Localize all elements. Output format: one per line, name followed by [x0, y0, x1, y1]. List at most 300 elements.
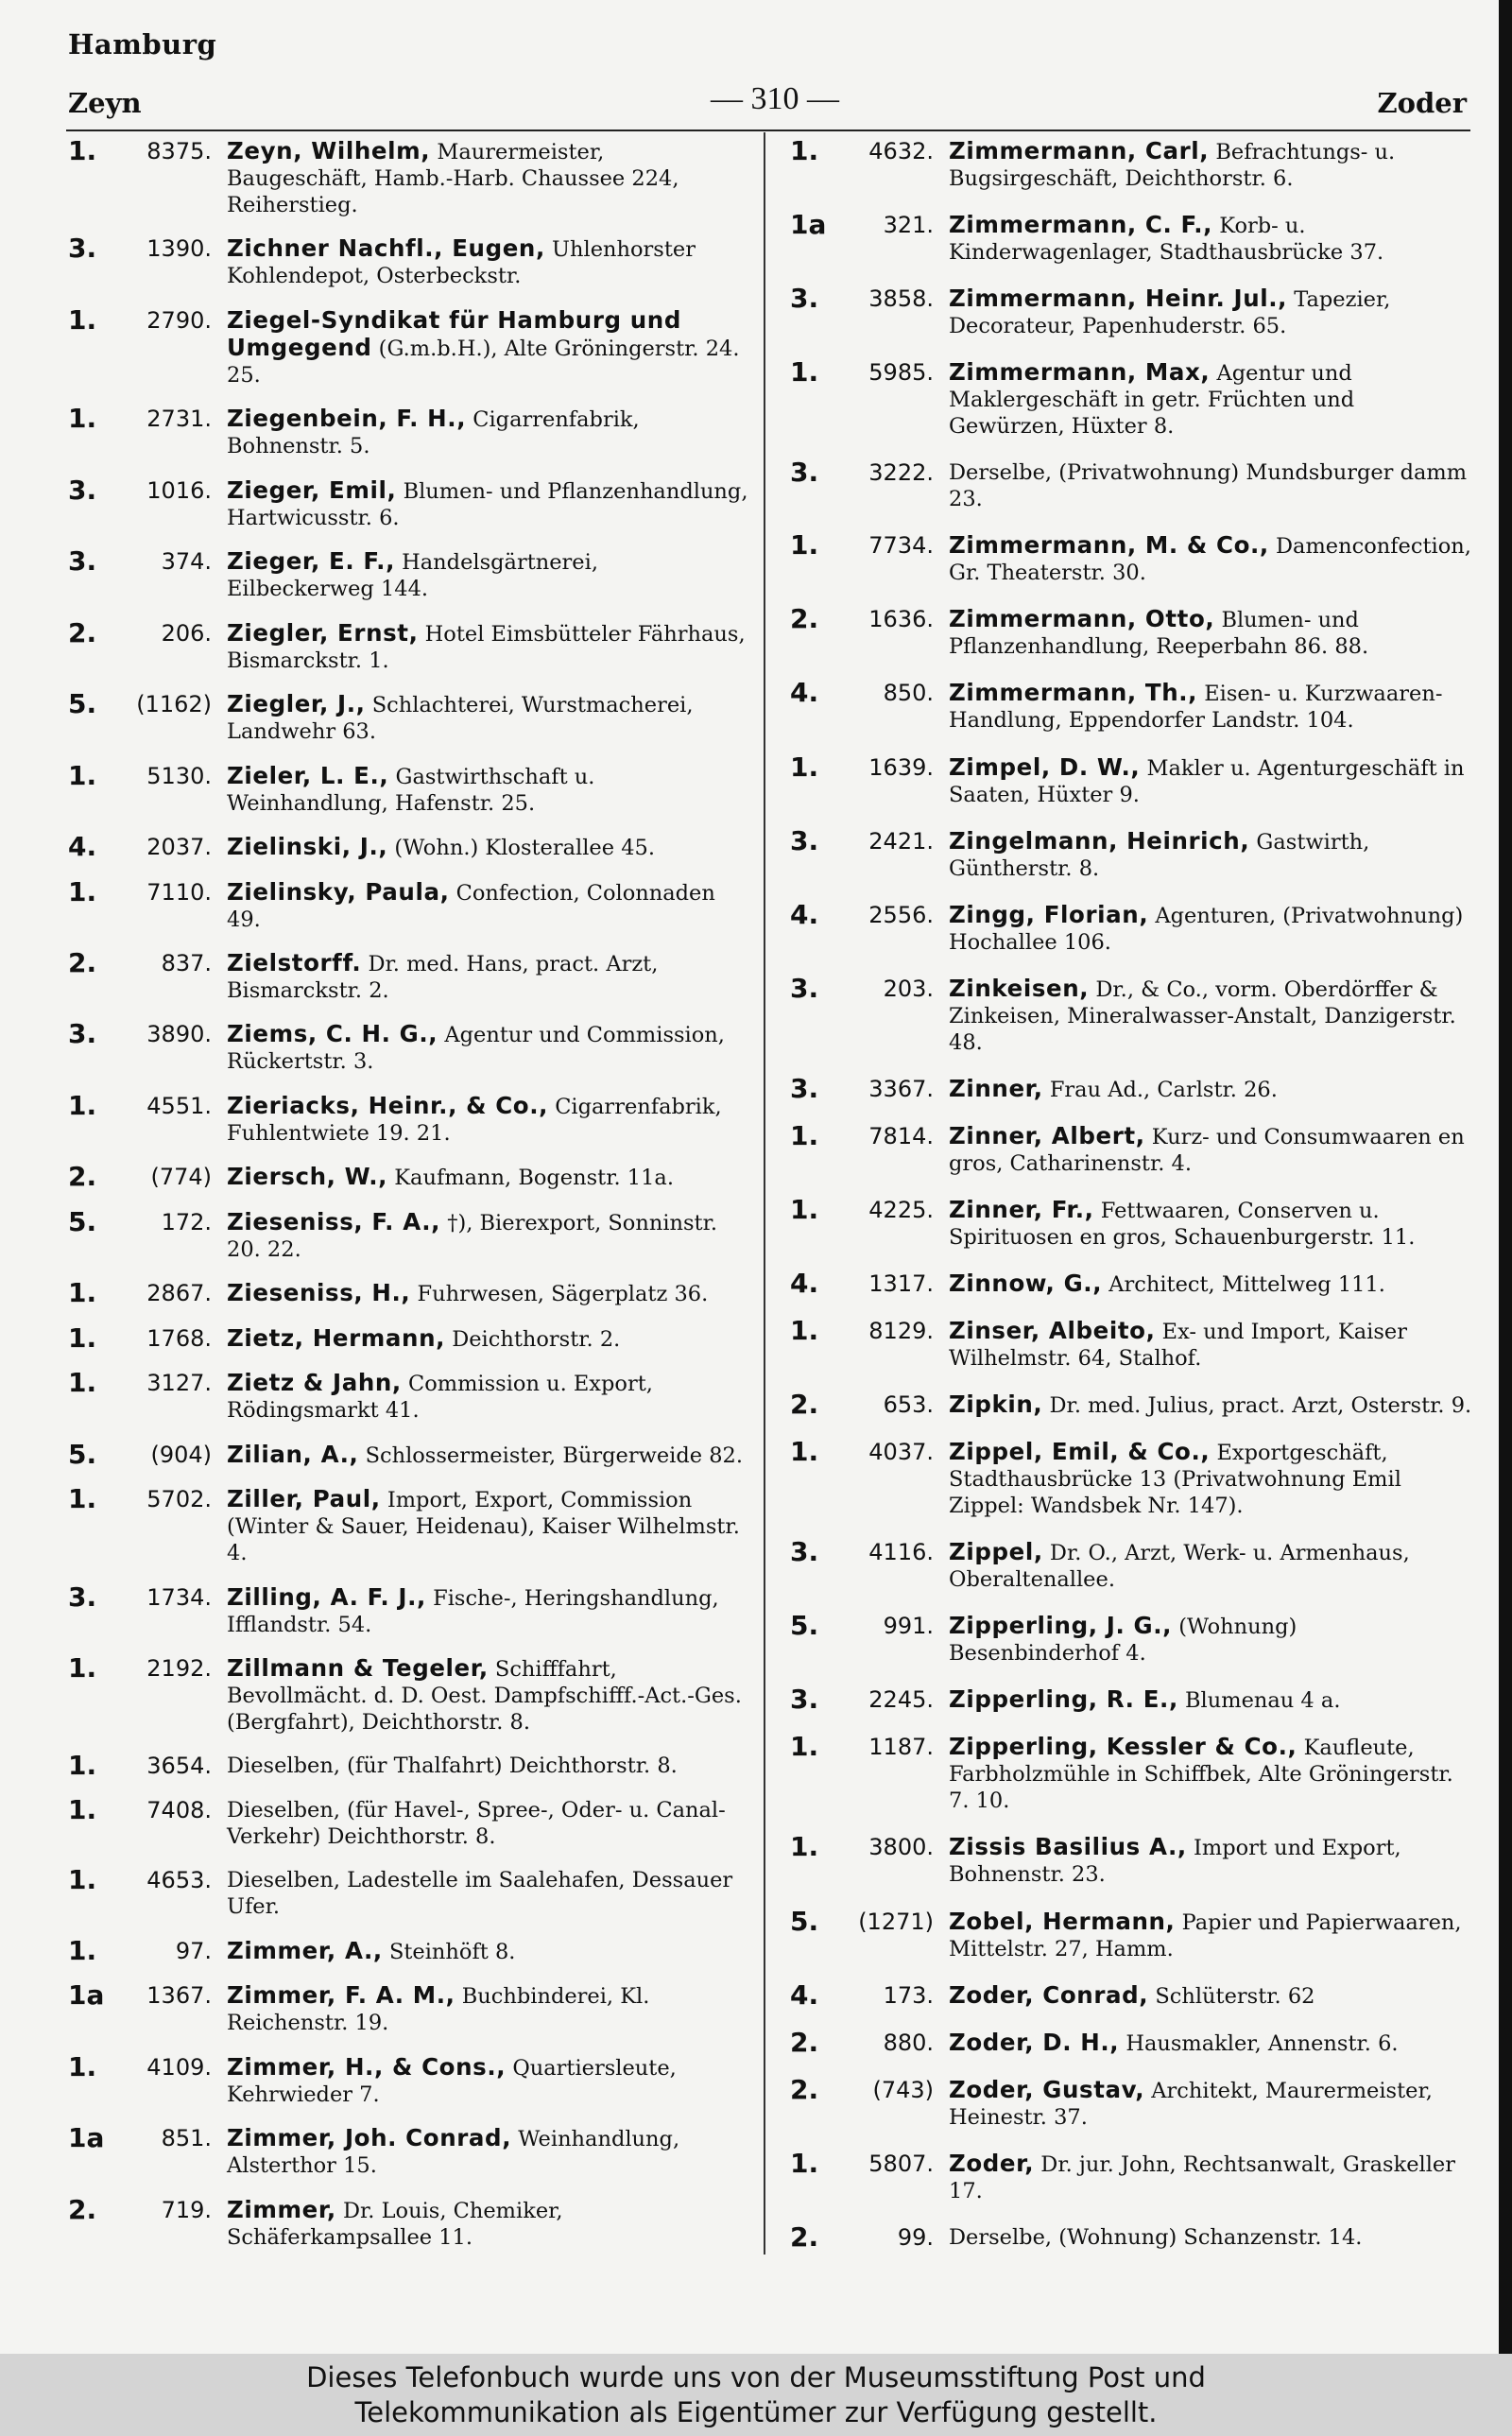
phone-number: 5702.: [146, 1486, 212, 1513]
directory-entry: [68, 135, 750, 218]
subscriber-details: Dr. jur. John, Rechtsanwalt, Graskeller 17.: [949, 2151, 1455, 2203]
directory-entry: [68, 1089, 750, 1147]
exchange-zone: 3.: [68, 233, 97, 265]
directory-entry: [790, 209, 1472, 266]
subscriber-details: Kurz- und Consumwaaren en gros, Catharinenstr. 4.: [949, 1124, 1465, 1176]
subscriber-details: Blumen- und Pflanzenhandlung, Hartwicusstr. 6.: [227, 478, 748, 530]
entry-text: [227, 1209, 750, 1263]
exchange-zone: 3.: [790, 283, 819, 315]
directory-entry: [790, 1978, 1472, 2011]
subscriber-details: †), Bierexport, Sonninstr. 20. 22.: [227, 1210, 718, 1262]
exchange-zone: 1.: [790, 135, 819, 166]
exchange-zone: 5.: [790, 1610, 819, 1642]
directory-entry: [790, 529, 1472, 586]
subscriber-name: Zimmer, A.,: [227, 1936, 383, 1964]
subscriber-name: Zieseniss, H.,: [227, 1279, 411, 1307]
directory-entry: [790, 285, 1472, 339]
directory-entry: [68, 1864, 750, 1920]
page-number: — 310 —: [711, 81, 839, 116]
directory-entry: [68, 2193, 750, 2251]
phone-number: 7408.: [146, 1796, 212, 1823]
entry-text: [949, 2151, 1472, 2204]
exchange-zone: 1.: [790, 1831, 819, 1863]
phone-number: 321.: [883, 212, 934, 239]
directory-entry: [68, 474, 750, 531]
phone-number: 7814.: [868, 1122, 934, 1149]
exchange-zone: 4.: [790, 898, 819, 930]
phone-number: 851.: [161, 2125, 212, 2152]
entry-text: [227, 1655, 750, 1736]
subscriber-name: Zichner Nachfl., Eugen,: [227, 234, 545, 263]
subscriber-name: Zobel, Hermann,: [949, 1907, 1176, 1935]
exchange-zone: 2.: [68, 2193, 97, 2225]
phone-number: 172.: [161, 1208, 212, 1235]
subscriber-name: Zimmer, H., & Cons.,: [227, 2052, 507, 2081]
directory-entry: [68, 303, 750, 389]
subscriber-name: Zimmer, F. A. M.,: [227, 1981, 455, 2010]
entry-text: [227, 307, 750, 389]
exchange-zone: 1.: [68, 875, 97, 907]
entry-text: [227, 1486, 750, 1566]
subscriber-name: Zoder, Conrad,: [949, 1980, 1149, 2009]
subscriber-name: Zinner, Fr.,: [949, 1195, 1094, 1223]
entry-text: [227, 548, 750, 602]
exchange-zone: 1.: [68, 1750, 97, 1782]
subscriber-details: Blumen- und Pflanzenhandlung, Reeperbahn 86. 88.: [949, 608, 1369, 660]
phone-number: 3127.: [146, 1370, 212, 1397]
phone-number: 206.: [161, 619, 212, 647]
subscriber-details: Dieselben, (für Thalfahrt) Deichthorstr. 8.: [227, 1754, 678, 1779]
exchange-zone: 1.: [68, 403, 97, 435]
right-catchword: Zoder: [1377, 87, 1467, 119]
entry-text: [227, 235, 750, 289]
exchange-zone: 1.: [790, 356, 819, 389]
exchange-zone: 3.: [68, 1018, 97, 1050]
phone-number: 8375.: [146, 138, 212, 164]
entry-text: [949, 1270, 1472, 1298]
subscriber-name: Zimmermann, Otto,: [949, 605, 1215, 633]
subscriber-details: Handelsgärtnerei, Eilbeckerweg 144.: [227, 550, 598, 602]
subscriber-details: Derselbe, (Privatwohnung) Mundsburger damm 23.: [949, 460, 1468, 512]
phone-number: 4037.: [868, 1439, 934, 1466]
phone-number: 2867.: [146, 1280, 212, 1307]
entry-text: [227, 1093, 750, 1147]
subscriber-details: Blumenau 4 a.: [1185, 1688, 1341, 1714]
subscriber-name: Zimpel, D. W.,: [949, 752, 1141, 781]
phone-number: 2556.: [868, 901, 934, 928]
subscriber-details: Schifffahrt, Bevollmächt. d. D. Oest. Dampfschifff.-Act.-Ges. (Bergfahrt), Deichthorstr. 8.: [227, 1656, 742, 1735]
subscriber-name: Ziems, C. H. G.,: [227, 1020, 438, 1048]
exchange-zone: 1.: [68, 303, 97, 336]
entry-text: [949, 1734, 1472, 1814]
subscriber-name: Zimmermann, C. F.,: [949, 211, 1213, 239]
exchange-zone: 1.: [68, 1651, 97, 1684]
subscriber-name: Zipperling, J. G.,: [949, 1612, 1173, 1640]
phone-number: 1187.: [868, 1734, 934, 1761]
entry-text: [227, 1584, 750, 1638]
entry-text: [227, 1325, 750, 1353]
subscriber-details: Quartiersleute, Kehrwieder 7.: [227, 2055, 677, 2107]
subscriber-details: Dr. Louis, Chemiker, Schäferkampsallee 11.: [227, 2198, 563, 2250]
exchange-zone: 1.: [68, 135, 97, 166]
subscriber-name: Zippel, Emil, & Co.,: [949, 1438, 1211, 1466]
subscriber-details: Confection, Colonnaden 49.: [227, 880, 715, 932]
exchange-zone: 4.: [68, 831, 97, 863]
directory-entry: [68, 831, 750, 863]
directory-entry: [790, 1536, 1472, 1593]
subscriber-details: Dr., & Co., vorm. Oberdörffer & Zinkeisen, Mineralwasser-Anstalt, Danzigerstr. 48.: [949, 976, 1456, 1055]
subscriber-details: Cigarrenfabrik, Bohnenstr. 5.: [227, 407, 640, 459]
phone-number: 837.: [161, 949, 212, 976]
directory-entry: [790, 2073, 1472, 2131]
exchange-zone: 2.: [790, 1389, 819, 1421]
exchange-zone: 3.: [790, 824, 819, 856]
directory-entry: [790, 2147, 1472, 2204]
subscriber-name: Zinnow, G.,: [949, 1269, 1103, 1297]
subscriber-details: Papier und Papierwaaren, Mittelstr. 27, Hamm.: [949, 1909, 1462, 1961]
entry-text: [949, 1439, 1472, 1519]
phone-number: 7734.: [868, 532, 934, 560]
subscriber-name: Zimmermann, M. & Co.,: [949, 531, 1269, 560]
subscriber-details: (Wohn.) Klosterallee 45.: [394, 836, 655, 861]
directory-entry: [790, 1391, 1472, 1419]
entry-text: [949, 1197, 1472, 1251]
phone-number: 203.: [883, 975, 934, 1002]
phone-number: 1016.: [146, 476, 212, 504]
entry-text: [949, 754, 1472, 808]
exchange-zone: 5.: [790, 1905, 819, 1937]
subscriber-name: Zeyn, Wilhelm,: [227, 137, 431, 164]
phone-number: 2421.: [868, 827, 934, 855]
subscriber-name: Zoder, Gustav,: [949, 2075, 1145, 2103]
subscriber-name: Zissis Basilius A.,: [949, 1833, 1187, 1861]
subscriber-name: Zimmermann, Heinr. Jul.,: [949, 285, 1288, 313]
right-column: [790, 135, 1472, 2253]
exchange-zone: 1.: [68, 1793, 97, 1825]
subscriber-name: Zipperling, R. E.,: [949, 1685, 1178, 1714]
header-rule: [66, 130, 1470, 131]
subscriber-name: Zimmermann, Carl,: [949, 137, 1210, 164]
subscriber-name: Zinkeisen,: [949, 974, 1090, 1002]
exchange-zone: 1.: [790, 1315, 819, 1346]
subscriber-name: Zipperling, Kessler & Co.,: [949, 1733, 1297, 1761]
subscriber-details: Commission u. Export, Rödingsmarkt 41.: [227, 1372, 653, 1424]
phone-number: 4632.: [868, 138, 934, 164]
column-divider: [764, 132, 765, 2255]
directory-entry: [68, 545, 750, 602]
directory-entry: [790, 1315, 1472, 1372]
directory-entry: [68, 1581, 750, 1638]
subscriber-details: Ex- und Import, Kaiser Wilhelmstr. 64, Stalhof.: [949, 1320, 1407, 1371]
entry-text: [227, 2125, 750, 2179]
entry-text: [949, 285, 1472, 339]
entry-text: [949, 1123, 1472, 1177]
exchange-zone: 1.: [68, 2050, 97, 2082]
phone-number: 173.: [883, 1981, 934, 2009]
exchange-zone: 4.: [790, 1267, 819, 1299]
phone-number: 1639.: [868, 753, 934, 781]
subscriber-details: Agentur und Commission, Rückertstr. 3.: [227, 1023, 725, 1075]
phone-number: 1636.: [868, 606, 934, 633]
exchange-zone: 2.: [790, 603, 819, 635]
subscriber-details: Dr. med. Julius, pract. Arzt, Osterstr. 9.: [1049, 1393, 1472, 1419]
exchange-zone: 3.: [68, 1581, 97, 1613]
phone-number: 1734.: [146, 1583, 212, 1611]
phone-number: (774): [150, 1164, 212, 1191]
directory-entry: [790, 1436, 1472, 1519]
exchange-zone: 4.: [790, 677, 819, 709]
phone-number: 3800.: [868, 1834, 934, 1861]
entry-text: [227, 2054, 750, 2108]
phone-number: 719.: [161, 2196, 212, 2223]
exchange-zone: 2.: [68, 1161, 97, 1193]
subscriber-name: Ziegler, Ernst,: [227, 618, 419, 647]
exchange-zone: 1.: [790, 1193, 819, 1225]
directory-entry: [68, 688, 750, 745]
exchange-zone: 2.: [68, 616, 97, 648]
entry-text: [949, 1391, 1472, 1419]
phone-number: 850.: [883, 680, 934, 707]
exchange-zone: 1.: [790, 1436, 819, 1468]
entry-text: [227, 1982, 750, 2036]
subscriber-details: Steinhöft 8.: [388, 1939, 516, 1964]
subscriber-name: Ziller, Paul,: [227, 1485, 381, 1513]
directory-entry: [790, 1831, 1472, 1888]
subscriber-name: Zietz & Jahn,: [227, 1369, 402, 1397]
phone-number: 2245.: [868, 1686, 934, 1714]
subscriber-details: Schlachterei, Wurstmacherei, Landwehr 63.: [227, 693, 694, 745]
entry-text: [949, 1834, 1472, 1888]
subscriber-name: Zimmermann, Th.,: [949, 679, 1198, 707]
phone-number: (743): [872, 2076, 934, 2103]
exchange-zone: 1.: [68, 1277, 97, 1309]
directory-entry: [68, 1651, 750, 1736]
exchange-zone: 1.: [790, 1119, 819, 1151]
phone-number: 2037.: [146, 834, 212, 861]
subscriber-name: Zimmer,: [227, 2195, 336, 2223]
subscriber-details: Dieselben, Ladestelle im Saalehafen, Dessauer Ufer.: [227, 1868, 733, 1920]
phone-number: 2192.: [146, 1654, 212, 1682]
subscriber-details: Architect, Mittelweg 111.: [1108, 1271, 1385, 1297]
footer-line-2: Telekommunikation als Eigentümer zur Verfügung gestellt.: [354, 2396, 1158, 2428]
entry-text: [949, 1318, 1472, 1372]
entry-text: [949, 606, 1472, 660]
subscriber-details: (G.m.b.H.), Alte Gröningerstr. 24. 25.: [227, 336, 740, 388]
page-edge-shadow: [1499, 0, 1512, 2354]
directory-entry: [68, 1438, 750, 1470]
subscriber-details: Derselbe, (Wohnung) Schanzenstr. 14.: [949, 2224, 1363, 2250]
directory-entry: [68, 1979, 750, 2036]
exchange-zone: 1a: [790, 209, 827, 241]
attribution-footer: [0, 2354, 1512, 2436]
subscriber-name: Zilian, A.,: [227, 1440, 359, 1468]
entry-text: [949, 902, 1472, 956]
directory-entry: [790, 751, 1472, 808]
subscriber-name: Zipkin,: [949, 1391, 1043, 1419]
exchange-zone: 1.: [68, 1483, 97, 1515]
directory-entry: [68, 1934, 750, 1966]
subscriber-name: Zinner,: [949, 1074, 1043, 1102]
entry-text: [227, 691, 750, 745]
entry-text: [227, 406, 750, 459]
subscriber-details: Hotel Eimsbütteler Fährhaus, Bismarckstr. 1.: [227, 621, 746, 673]
phone-number: (1162): [136, 691, 212, 718]
exchange-zone: 3.: [68, 474, 97, 506]
subscriber-details: Import, Export, Commission (Winter & Sauer, Heidenau), Kaiser Wilhelmstr. 4.: [227, 1488, 740, 1566]
exchange-zone: 2.: [790, 2026, 819, 2058]
phone-number: 97.: [175, 1937, 212, 1964]
subscriber-details: Hausmakler, Annenstr. 6.: [1125, 2030, 1399, 2056]
subscriber-name: Ziegel-Syndikat für Hamburg und Umgegend: [227, 305, 681, 361]
directory-entry: [790, 1686, 1472, 1714]
phone-number: 1390.: [146, 235, 212, 263]
entry-text: [949, 1909, 1472, 1962]
exchange-zone: 1a: [68, 2122, 105, 2154]
directory-entry: [68, 403, 750, 459]
entry-text: [227, 834, 750, 861]
directory-entry: [790, 2026, 1472, 2058]
entry-text: [227, 1370, 750, 1424]
exchange-zone: 2.: [790, 2073, 819, 2105]
directory-entry: [68, 2050, 750, 2108]
directory-entry: [68, 1161, 750, 1193]
entry-text: [227, 138, 750, 218]
subscriber-details: Fische-, Heringshandlung, Ifflandstr. 54.: [227, 1585, 719, 1637]
subscriber-details: Exportgeschäft, Stadthausbrücke 13 (Privatwohnung Emil Zippel: Wandsbek Nr. 147).: [949, 1441, 1401, 1519]
phone-number: 7110.: [146, 878, 212, 906]
subscriber-name: Zilling, A. F. J.,: [227, 1582, 426, 1611]
directory-entry: [790, 677, 1472, 734]
entry-text: [949, 976, 1472, 1056]
phone-number: 4551.: [146, 1092, 212, 1119]
subscriber-name: Zingg, Florian,: [949, 900, 1149, 928]
entry-text: [949, 532, 1472, 586]
directory-entry: [790, 1072, 1472, 1104]
subscriber-name: Ziegenbein, F. H.,: [227, 405, 467, 433]
entry-text: [227, 477, 750, 531]
entry-text: [949, 2077, 1472, 2131]
directory-entry: [790, 1610, 1472, 1667]
phone-number: 1768.: [146, 1324, 212, 1352]
subscriber-details: Maurermeister, Baugeschäft, Hamb.-Harb. Chaussee 224, Reiherstieg.: [227, 140, 679, 217]
exchange-zone: 1.: [790, 1731, 819, 1763]
subscriber-details: Uhlenhorster Kohlendepot, Osterbeckstr.: [227, 237, 696, 289]
entry-text: [227, 1938, 750, 1965]
subscriber-name: Zielinsky, Paula,: [227, 877, 450, 906]
phone-number: 2790.: [146, 306, 212, 334]
directory-entry: [790, 1905, 1472, 1962]
entry-text: [949, 828, 1472, 882]
subscriber-details: Makler u. Agenturgeschäft in Saaten, Hüxter 9.: [949, 755, 1465, 807]
exchange-zone: 2.: [790, 2220, 819, 2253]
subscriber-name: Zieger, E. F.,: [227, 547, 395, 576]
exchange-zone: 1.: [68, 1322, 97, 1354]
subscriber-name: Zinner, Albert,: [949, 1121, 1145, 1149]
phone-number: 3858.: [868, 285, 934, 313]
subscriber-name: Zielinski, J.,: [227, 833, 388, 861]
subscriber-name: Zingelmann, Heinrich,: [949, 826, 1250, 855]
phone-number: 4109.: [146, 2053, 212, 2081]
phone-number: 3367.: [868, 1075, 934, 1102]
phone-number: 374.: [161, 548, 212, 576]
phone-number: 5985.: [868, 359, 934, 387]
directory-entry: [68, 875, 750, 933]
phone-number: 5130.: [146, 762, 212, 789]
directory-entry: [790, 1731, 1472, 1814]
exchange-zone: 1.: [68, 1367, 97, 1399]
entry-text: [949, 138, 1472, 192]
exchange-zone: 3.: [790, 972, 819, 1004]
subscriber-details: Cigarrenfabrik, Fuhlentwiete 19. 21.: [227, 1094, 722, 1146]
left-catchword: Zeyn: [68, 87, 142, 119]
entry-text: [227, 1753, 750, 1779]
directory-entry: [68, 1750, 750, 1782]
entry-text: [227, 879, 750, 933]
phone-number: (904): [150, 1441, 212, 1468]
subscriber-name: Ziersch, W.,: [227, 1163, 388, 1191]
exchange-zone: 5.: [68, 1438, 97, 1470]
subscriber-name: Zieler, L. E.,: [227, 761, 389, 789]
phone-number: 2731.: [146, 406, 212, 433]
exchange-zone: 3.: [790, 457, 819, 489]
subscriber-details: Schlossermeister, Bürgerweide 82.: [365, 1443, 743, 1468]
entry-text: [949, 359, 1472, 440]
subscriber-name: Zinser, Albeito,: [949, 1317, 1156, 1344]
entry-text: [949, 680, 1472, 734]
entry-text: [227, 2197, 750, 2251]
exchange-zone: 3.: [790, 1684, 819, 1716]
subscriber-name: Zieseniss, F. A.,: [227, 1207, 441, 1235]
entry-text: [227, 1280, 750, 1307]
directory-entry: [68, 1322, 750, 1354]
subscriber-name: Zielstorff.: [227, 948, 362, 976]
exchange-zone: 5.: [68, 688, 97, 720]
directory-entry: [790, 1119, 1472, 1177]
entry-text: [227, 1867, 750, 1920]
entry-text: [227, 1021, 750, 1075]
exchange-zone: 5.: [68, 1205, 97, 1237]
directory-entry: [790, 1193, 1472, 1251]
subscriber-details: Gastwirth, Güntherstr. 8.: [949, 829, 1370, 881]
subscriber-details: Dieselben, (für Havel-, Spree-, Oder- u. Canal-Verkehr) Deichthorstr. 8.: [227, 1797, 726, 1849]
entry-text: [949, 459, 1472, 512]
subscriber-details: Tapezier, Decorateur, Papenhuderstr. 65.: [949, 287, 1391, 339]
subscriber-name: Zieriacks, Heinr., & Co.,: [227, 1091, 549, 1119]
directory-entry: [790, 1267, 1472, 1299]
subscriber-name: Zoder, D. H.,: [949, 2028, 1120, 2056]
subscriber-details: Agenturen, (Privatwohnung) Hochallee 106.: [949, 903, 1464, 955]
phone-number: 880.: [883, 2029, 934, 2056]
entry-text: [227, 1164, 750, 1191]
exchange-zone: 3.: [790, 1072, 819, 1104]
phone-number: 1367.: [146, 1982, 212, 2010]
phone-number: 4116.: [868, 1539, 934, 1566]
directory-entry: [68, 2122, 750, 2179]
exchange-zone: 4.: [790, 1978, 819, 2011]
entry-text: [949, 2030, 1472, 2057]
phone-number: 99.: [897, 2223, 934, 2251]
subscriber-details: Deichthorstr. 2.: [452, 1326, 621, 1352]
subscriber-details: Buchbinderei, Kl. Reichenstr. 19.: [227, 1984, 650, 2036]
subscriber-name: Ziegler, J.,: [227, 690, 366, 718]
subscriber-details: Eisen- u. Kurzwaaren-Handlung, Eppendorfer Landstr. 104.: [949, 682, 1443, 734]
directory-entry: [68, 1793, 750, 1850]
entry-text: [949, 2224, 1472, 2251]
phone-number: 3890.: [146, 1021, 212, 1048]
directory-entry: [68, 946, 750, 1004]
exchange-zone: 1a: [68, 1979, 105, 2012]
subscriber-details: Kaufmann, Bogenstr. 11a.: [394, 1166, 674, 1191]
